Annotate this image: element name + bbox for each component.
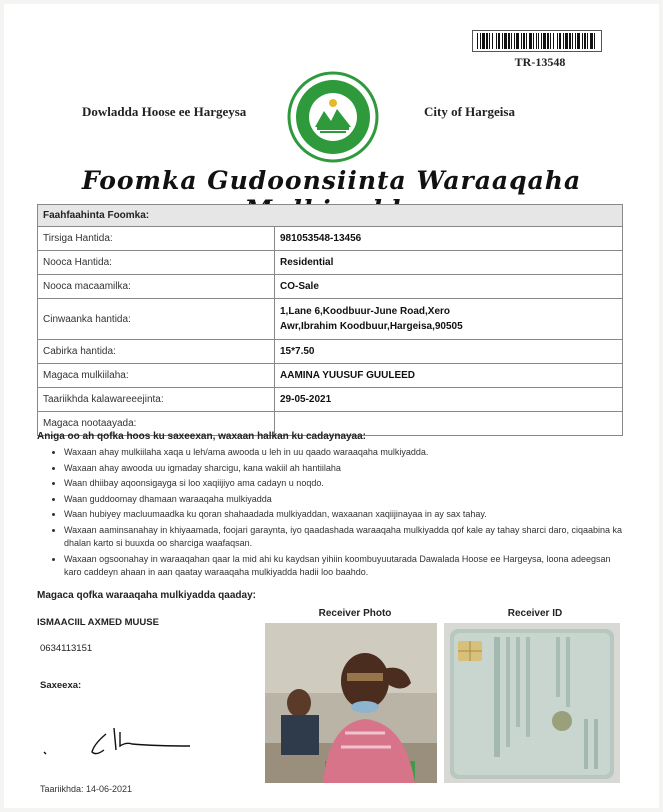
barcode-bar [508,33,510,49]
barcode-bar [565,33,568,49]
row-value: CO-Sale [275,275,623,299]
barcode-bar [477,33,478,49]
row-value: 15*7.50 [275,340,623,364]
list-item: • Waxaan ahay mulkiilaha xaqa u leh/ama awooda u leh in uu qaado waraaqaha mulkiyadda. [64,446,624,460]
signature-label: Saxeexa: [40,680,82,691]
list-item: • Waan dhiibay aqoonsigayga si loo xaqiijiyo ama cadayn u noqdo. [64,477,624,491]
barcode-bar [526,33,527,49]
barcode-bar [523,33,525,49]
barcode-bar [496,33,497,49]
barcode-bar [480,33,481,49]
barcode-bar [514,33,515,49]
table-row [38,340,623,364]
signature-image [36,722,196,762]
row-value: 1,Lane 6,Koodbuur-June Road,Xero Awr,Ibrahim Koodbuur,Hargeisa,90505 [275,299,623,340]
list-item: • Waxaan ogsoonahay in waraaqahan qaar la mid ahi ku kaydsan yihiin koombuyuutarada Dawalada Hoose ee Hargeysa, loona adeegsan karo caddeyn ahaan in aan qaatay waraaqaha mulkiyadda hadii loo baahdo. [64,553,624,580]
barcode-bar [590,33,593,49]
row-label: Nooca macaamilka: [38,275,275,299]
barcode-bar [569,33,571,49]
barcode-bar [504,33,507,49]
barcode-bar [577,33,580,49]
row-value: Residential [275,251,623,275]
barcode-bar [587,33,588,49]
list-item: • Waan guddoomay dhamaan waraaqaha mulkiyadda [64,493,624,507]
council-seal-icon [287,71,379,163]
barcode-bar [482,33,485,49]
row-label: Magaca nootaayada: [38,412,275,436]
barcode-bar [572,33,573,49]
barcode-bar [550,33,551,49]
barcode-bar [516,33,519,49]
barcode-bar [533,33,534,49]
row-value: 29-05-2021 [275,388,623,412]
declaration-list [52,446,624,582]
barcode-bar [536,33,537,49]
barcode-bar [582,33,583,49]
details-header-row [38,205,623,227]
table-row [38,275,623,299]
row-label: Magaca mulkiilaha: [38,364,275,388]
gov-name-english: City of Hargeisa [424,104,515,119]
barcode-bar [498,33,500,49]
table-row [38,388,623,412]
barcode-bar [521,33,522,49]
row-value: 981053548-13456 [275,227,623,251]
table-row [38,251,623,275]
barcode-bar [489,33,490,49]
list-item: • Waxaan ahay awooda uu igmaday sharcigu, kana wakiil ah hantiilaha [64,462,624,476]
receiver-id-image [444,623,620,783]
row-label: Cinwaanka hantida: [38,299,275,340]
barcode-bar [511,33,512,49]
list-item: • Waan hubiyey macluumaadka ku qoran shahaadada mulkiyaddan, waxaanan xaqiijinayaa in ay sax tahay. [64,508,624,522]
barcode-bar [584,33,586,49]
table-row [38,227,623,251]
receiver-photo [265,623,437,783]
receiver-phone: 0634113151 [40,643,93,654]
barcode-bar [553,33,554,49]
barcode-bar [538,33,539,49]
list-item: • Waxaan aaminsanahay in khiyaamada, foojari garaynta, iyo qaadashada waraaqaha mulkiyadda qof kale ay tahay sharci daro, ciqaabina ka dhalan karto si buuxda oo sharciga waafaqsan. [64,524,624,551]
receiver-id-heading: Receiver ID [507,608,563,619]
barcode-bar [543,33,546,49]
table-row [38,299,623,340]
tr-number: TR-13548 [514,55,566,69]
barcode-bar [529,33,532,49]
receipt-date: Taariikhda: 14-06-2021 [40,784,133,794]
row-label: Tirsiga Hantida: [38,227,275,251]
barcode-bar [563,33,564,49]
row-value: AAMINA YUUSUF GUULEED [275,364,623,388]
form-title: Foomka Gudoonsiinta Waraaqaha [81,166,582,195]
barcode-bar [547,33,549,49]
barcode [472,30,602,52]
barcode-bar [559,33,561,49]
barcode-bar [492,33,493,49]
details-table [37,204,623,436]
table-row [38,364,623,388]
details-section-header: Faahfaahinta Foomka: [38,205,623,227]
barcode-bar [575,33,576,49]
barcode-bar [594,33,595,49]
row-label: Taariikhda kalawareeejinta: [38,388,275,412]
barcode-bar [486,33,488,49]
barcode-bar [541,33,542,49]
gov-name-somali: Dowladda Hoose ee Hargeysa [82,104,247,119]
row-label: Cabirka hantida: [38,340,275,364]
declaration-intro: Aniga oo ah qofka hoos ku saxeexan, waxaan halkan ku cadaynayaa: [37,431,367,442]
row-label: Nooca Hantida: [38,251,275,275]
barcode-bar [557,33,558,49]
barcode-bar [502,33,503,49]
receiver-section-label: Magaca qofka waraaqaha mulkiyadda qaaday: [37,590,256,601]
receiver-name: ISMAACIIL AXMED MUUSE [37,617,159,628]
receiver-photo-heading: Receiver Photo [318,608,392,619]
